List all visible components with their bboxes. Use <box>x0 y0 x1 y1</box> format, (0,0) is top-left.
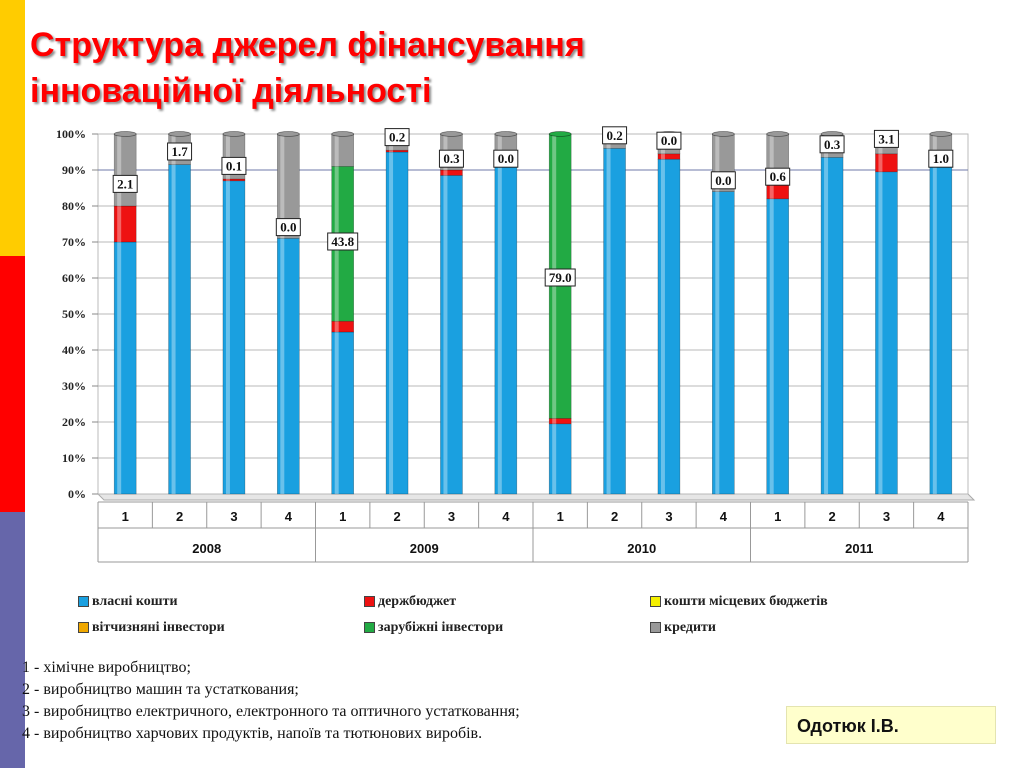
bar-cap <box>332 132 354 137</box>
legend-label-domestic-investors: вітчизняні інвестори <box>92 620 225 635</box>
bar-cap <box>767 132 789 137</box>
data-label: 1.0 <box>932 151 949 167</box>
legend-credits <box>650 620 716 636</box>
bar-segment-highlight <box>117 134 121 206</box>
data-label: 0.0 <box>280 219 297 235</box>
data-label: 1.7 <box>171 144 188 159</box>
legend-swatch-credits <box>650 622 661 633</box>
bar-cap <box>495 132 517 137</box>
legend-label-state-budget: держбюджет <box>378 594 457 609</box>
y-tick-label: 40% <box>62 343 86 357</box>
data-label: 43.8 <box>331 234 355 249</box>
data-label: 3.1 <box>878 131 895 147</box>
bar-segment-highlight <box>878 154 882 172</box>
x-category-label: 4 <box>284 509 292 524</box>
x-category-label: 2 <box>175 509 184 524</box>
y-tick-label: 100% <box>56 127 86 141</box>
bar-segment-highlight <box>335 321 339 332</box>
x-category-label: 2 <box>610 509 619 524</box>
legend-local-budgets <box>650 594 828 610</box>
legend-domestic-investors <box>78 620 225 636</box>
x-category-label: 4 <box>502 509 510 524</box>
y-tick-label: 60% <box>62 271 86 285</box>
bar-cap <box>712 132 734 137</box>
title-line-1: Структура джерел фінансування <box>30 26 585 64</box>
bar-segment-highlight <box>715 192 719 494</box>
bar-segment-highlight <box>824 157 828 494</box>
bar-cap <box>549 132 571 137</box>
bar-segment-highlight <box>389 152 393 494</box>
bar-segment-highlight <box>552 418 556 423</box>
title-line-2: інноваційної діяльності <box>30 72 432 110</box>
bar-segment-highlight <box>117 206 121 242</box>
note-4: 4 - виробництво харчових продуктів, напоїв та тютюнових виробів. <box>22 725 483 742</box>
x-category-label: 3 <box>665 509 673 524</box>
legend-swatch-state-budget <box>364 596 375 607</box>
x-category-label: 3 <box>230 509 238 524</box>
x-category-label: 1 <box>556 509 564 524</box>
data-label: 0.3 <box>443 151 460 167</box>
y-tick-label: 20% <box>62 415 86 429</box>
legend-label-credits: кредити <box>664 620 716 635</box>
plot-floor <box>98 494 974 500</box>
bar-cap <box>223 132 245 137</box>
data-label: 0.6 <box>769 169 786 185</box>
data-label: 0.0 <box>660 133 678 149</box>
bar-segment-highlight <box>443 170 447 175</box>
x-group-label: 2010 <box>627 541 657 556</box>
data-label: 0.2 <box>606 127 623 143</box>
bar-segment-highlight <box>226 181 230 494</box>
bar-segment-highlight <box>335 332 339 494</box>
bar-segment-highlight <box>172 165 176 494</box>
x-category-label: 4 <box>937 509 945 524</box>
bar-segment-highlight <box>661 154 665 159</box>
bar-segment-highlight <box>770 184 774 198</box>
legend-swatch-own-funds <box>78 596 89 607</box>
data-label: 0.1 <box>225 158 243 174</box>
bar-segment-highlight <box>661 159 665 494</box>
y-tick-label: 80% <box>62 199 86 213</box>
x-category-label: 3 <box>447 509 456 524</box>
x-category-label: 1 <box>121 509 129 524</box>
y-tick-label: 10% <box>62 451 86 465</box>
y-tick-label: 30% <box>62 379 86 393</box>
y-tick-label: 50% <box>62 307 86 321</box>
data-label: 0.0 <box>497 151 514 167</box>
bar-segment-highlight <box>117 242 121 494</box>
x-category-label: 1 <box>339 509 347 524</box>
bar-segment-highlight <box>878 172 882 494</box>
bar-segment-highlight <box>280 238 284 494</box>
y-tick-label: 90% <box>62 163 86 177</box>
data-label: 0.2 <box>388 129 406 145</box>
y-tick-label: 0% <box>68 487 86 501</box>
x-category-label: 3 <box>882 509 891 524</box>
bar-segment-highlight <box>770 199 774 494</box>
bar-cap <box>440 132 462 137</box>
bar-cap <box>169 132 191 137</box>
x-group-label: 2009 <box>409 541 439 556</box>
bar-cap <box>930 132 952 137</box>
legend-label-own-funds: власні кошти <box>92 594 178 609</box>
bar-segment-highlight <box>498 166 502 494</box>
legend-swatch-domestic-investors <box>78 622 89 633</box>
bar-segment-highlight <box>552 424 556 494</box>
bar-segment-highlight <box>335 134 339 166</box>
x-category-label: 1 <box>774 509 782 524</box>
legend-foreign-investors <box>364 620 503 636</box>
data-label: 0.3 <box>823 136 841 152</box>
legend-label-foreign-investors: зарубіжні інвестори <box>378 620 504 635</box>
bar-segment-highlight <box>607 148 611 494</box>
data-label: 2.1 <box>117 176 134 192</box>
legend-own-funds <box>78 594 178 610</box>
x-group-label: 2008 <box>192 541 222 556</box>
x-category-label: 2 <box>393 509 401 524</box>
x-group-label: 2011 <box>845 541 874 556</box>
y-tick-label: 70% <box>62 235 86 249</box>
note-1: 1 - хімічне виробництво; <box>22 659 191 676</box>
legend-label-local-budgets: кошти місцевих бюджетів <box>664 594 828 609</box>
legend-swatch-foreign-investors <box>364 622 375 633</box>
legend-swatch-local-budgets <box>650 596 661 607</box>
author-box: Одотюк І.В. <box>786 706 996 744</box>
bar-cap <box>114 132 136 137</box>
x-category-label: 4 <box>719 509 727 524</box>
bar-cap <box>277 132 299 137</box>
note-3: 3 - виробництво електричного, електронного та оптичного устатковання; <box>22 703 520 720</box>
bar-segment-highlight <box>933 166 937 494</box>
x-category-label: 2 <box>828 509 836 524</box>
category-notes <box>22 657 520 745</box>
legend-state-budget <box>364 594 456 610</box>
data-label: 79.0 <box>548 270 572 285</box>
bar-segment-highlight <box>443 175 447 494</box>
data-label: 0.0 <box>715 172 732 188</box>
note-2: 2 - виробництво машин та устаткования; <box>22 681 299 698</box>
